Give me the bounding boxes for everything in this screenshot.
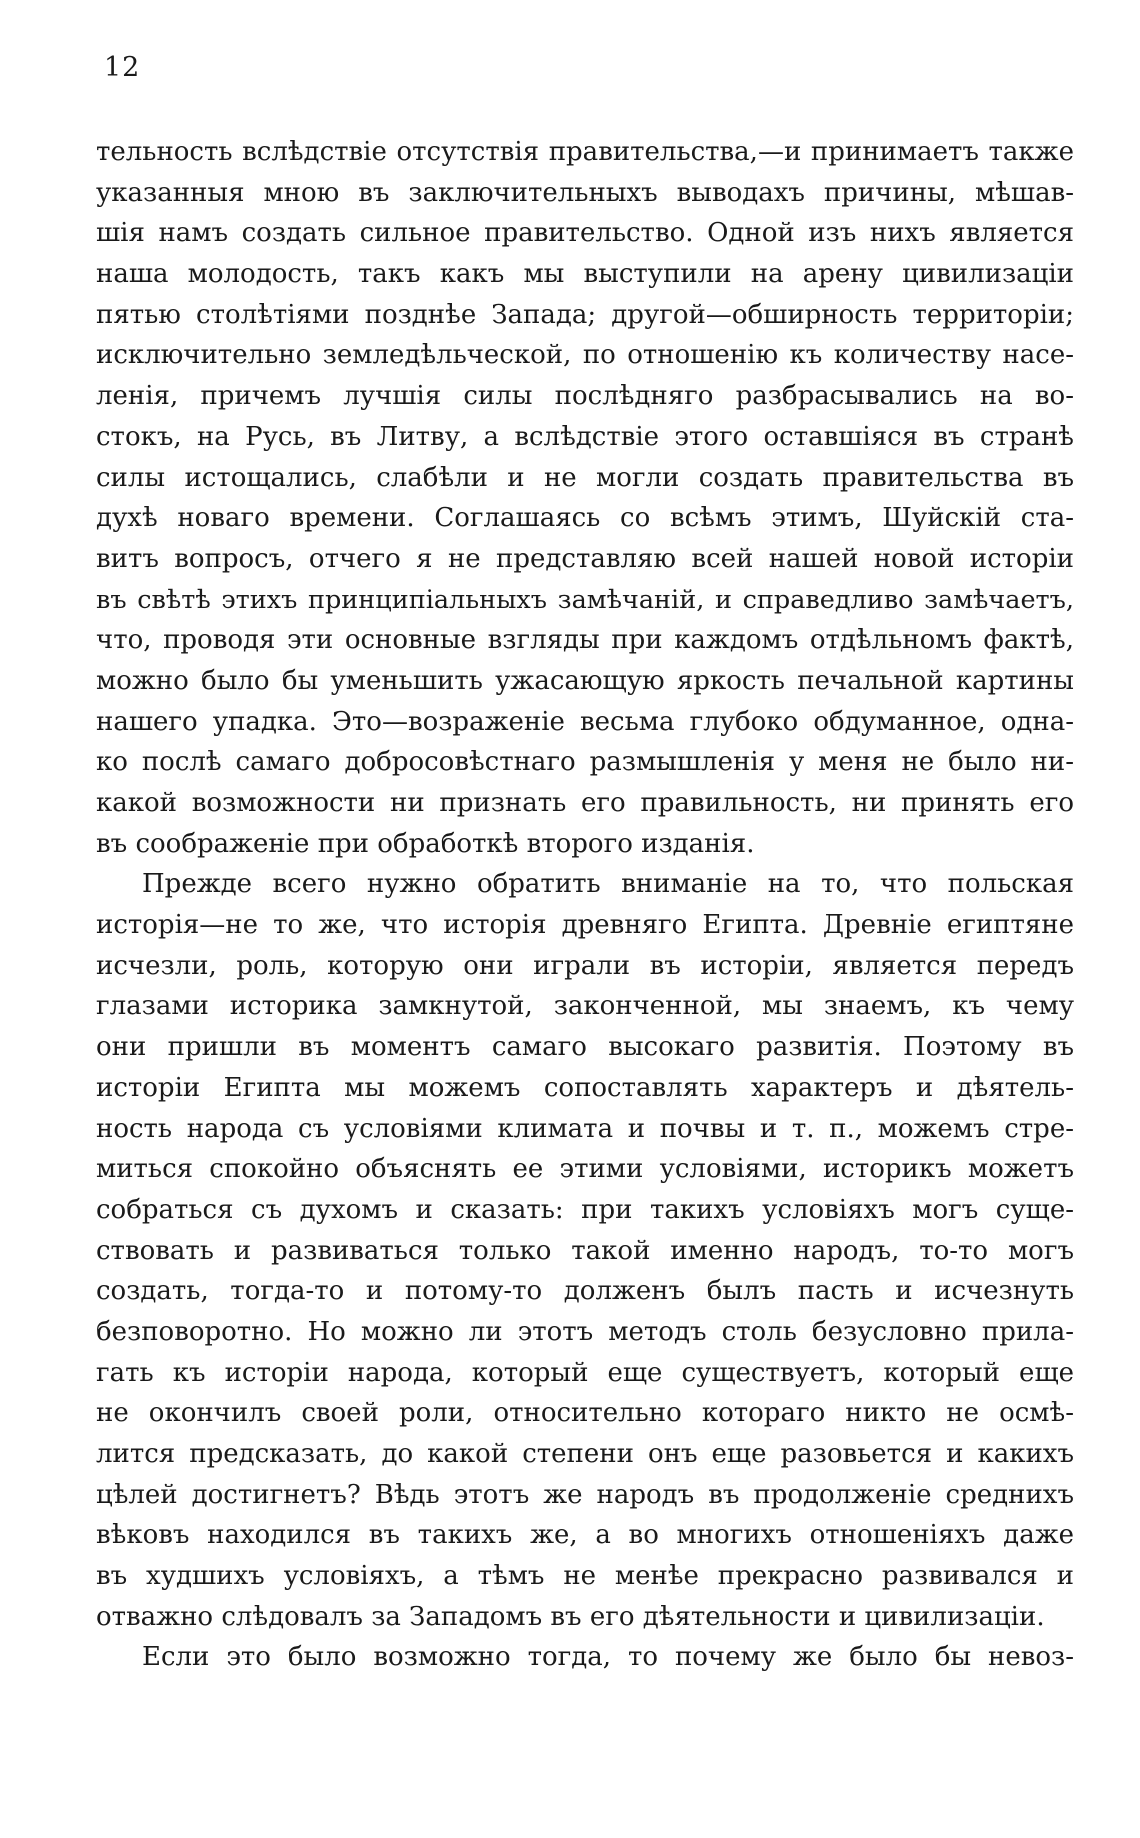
text-line: исторіи Египта мы можемъ сопоставлять характеръ и дѣятель- xyxy=(96,1072,1074,1103)
text-line: Прежде всего нужно обратить вниманіе на то, что польская xyxy=(142,869,1074,900)
text-line: собраться съ духомъ и сказать: при такихъ условіяхъ могъ суще- xyxy=(96,1194,1074,1225)
text-line: тельность вслѣдствіе отсутствія правительства,—и принимаетъ также xyxy=(96,137,1074,167)
text-line: въ свѣтѣ этихъ принципіальныхъ замѣчаній, и справедливо замѣчаетъ, xyxy=(96,584,1074,615)
text-line: гать къ исторіи народа, который еще существуетъ, который еще xyxy=(96,1357,1074,1388)
body-text xyxy=(96,132,1074,1678)
text-line: силы истощались, слабѣли и не могли создать правительства въ xyxy=(96,462,1074,493)
text-line: ность народа съ условіями климата и почвы и т. п., можемъ стре- xyxy=(96,1113,1074,1144)
text-line: вѣковъ находился въ такихъ же, а во многихъ отношеніяхъ даже xyxy=(96,1520,1074,1551)
text-line: можно было бы уменьшить ужасающую яркость печальной картины xyxy=(96,665,1074,696)
text-line: не окончилъ своей роли, относительно котораго никто не осмѣ- xyxy=(96,1398,1074,1429)
text-line: создать, тогда-то и потому-то долженъ былъ пасть и исчезнуть xyxy=(96,1276,1074,1307)
text-line: витъ вопросъ, отчего я не представляю всей нашей новой исторіи xyxy=(96,543,1074,574)
text-line: исчезли, роль, которую они играли въ исторіи, является передъ xyxy=(96,950,1074,981)
text-line: лится предсказать, до какой степени онъ еще разовьется и какихъ xyxy=(96,1439,1074,1469)
text-line: ствовать и развиваться только такой именно народъ, то-то могъ xyxy=(96,1235,1074,1266)
text-line: они пришли въ моментъ самаго высокаго развитія. Поэтому въ xyxy=(96,1032,1074,1063)
text-line: исключительно земледѣльческой, по отношенію къ количеству насе- xyxy=(96,340,1074,371)
text-line: глазами историка замкнутой, законченной, мы знаемъ, къ чему xyxy=(96,991,1074,1022)
text-line: духѣ новаго времени. Соглашаясь со всѣмъ этимъ, Шуйскій ста- xyxy=(96,503,1074,534)
text-line: ко послѣ самаго добросовѣстнаго размышленія у меня не было ни- xyxy=(96,747,1074,778)
text-line: шія намъ создать сильное правительство. Одной изъ нихъ является xyxy=(96,218,1074,249)
text-line: исторія—не то же, что исторія древняго Египта. Древніе египтяне xyxy=(96,910,1074,941)
text-line: нашего упадка. Это—возраженіе весьма глубоко обдуманное, одна- xyxy=(96,706,1074,737)
text-line: безповоротно. Но можно ли этотъ методъ столь безусловно прила- xyxy=(96,1316,1074,1347)
text-line: въ худшихъ условіяхъ, а тѣмъ не менѣе прекрасно развивался и xyxy=(96,1561,1074,1592)
text-line: что, проводя эти основные взгляды при каждомъ отдѣльномъ фактѣ, xyxy=(96,625,1074,656)
text-line: цѣлей достигнетъ? Вѣдь этотъ же народъ въ продолженіе среднихъ xyxy=(96,1479,1074,1510)
text-line: указанныя мною въ заключительныхъ выводахъ причины, мѣшав- xyxy=(96,177,1074,208)
text-line: миться спокойно объяснять ее этими условіями, историкъ можетъ xyxy=(96,1154,1074,1185)
text-line: Если это было возможно тогда, то почему же было бы невоз- xyxy=(142,1642,1074,1673)
text-line: наша молодость, такъ какъ мы выступили на арену цивилизаціи xyxy=(96,259,1074,290)
text-line: пятью столѣтіями позднѣе Запада; другой—обширность территоріи; xyxy=(96,299,1074,330)
text-line: какой возможности ни признать его правильность, ни принять его xyxy=(96,788,1074,818)
text-line: въ соображеніе при обработкѣ второго изданія. xyxy=(96,828,755,859)
text-line: стокъ, на Русь, въ Литву, а вслѣдствіе этого оставшіяся въ странѣ xyxy=(96,421,1074,452)
page-number: 12 xyxy=(104,52,141,83)
text-line: отважно слѣдовалъ за Западомъ въ его дѣятельности и цивилизаціи. xyxy=(96,1601,1045,1632)
text-line: ленія, причемъ лучшія силы послѣдняго разбрасывались на во- xyxy=(96,381,1074,412)
